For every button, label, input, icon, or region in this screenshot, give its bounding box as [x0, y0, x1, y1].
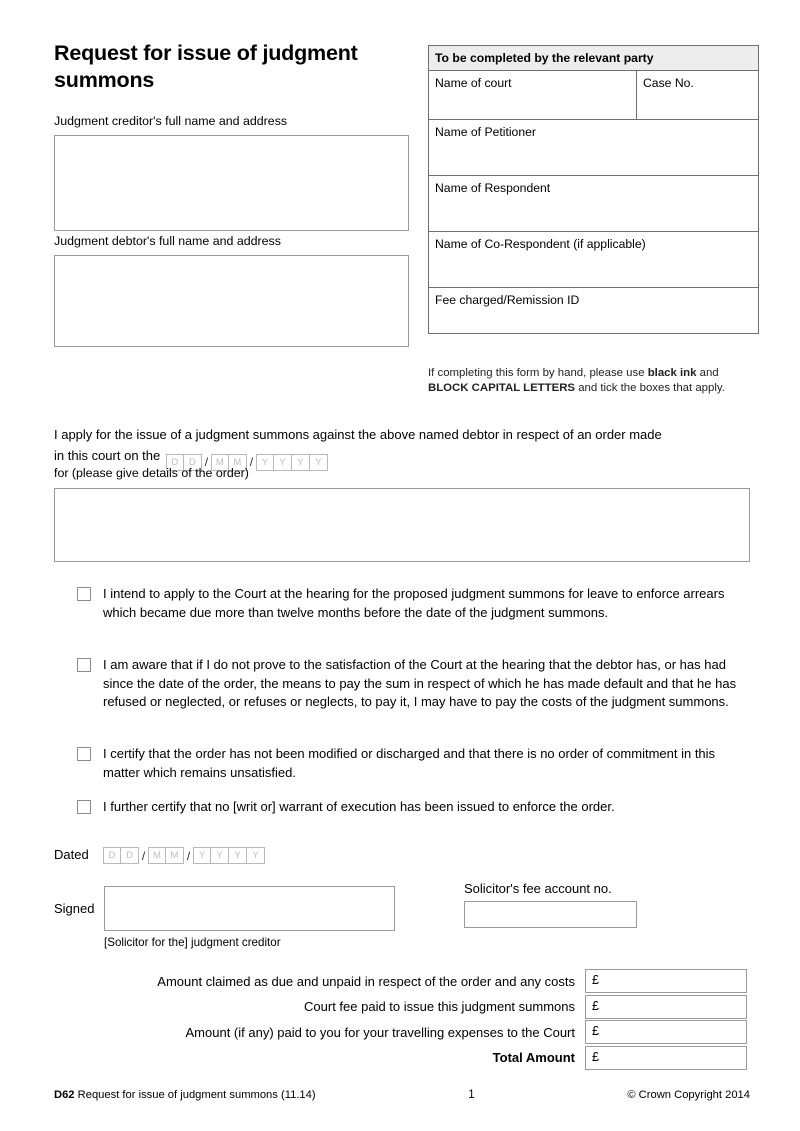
checkbox-3[interactable]: [77, 800, 91, 814]
amount-row-1-label: Court fee paid to issue this judgment summons: [304, 999, 575, 1015]
amount-row: [54, 969, 750, 994]
footer-form-code-group: [54, 1089, 316, 1101]
page-footer: [54, 1089, 750, 1101]
solicitor-fee-account-label: Solicitor's fee account no.: [464, 881, 612, 896]
amount-row-1-input[interactable]: £: [585, 995, 747, 1019]
judgment-creditor-label: Judgment creditor's full name and address: [54, 114, 288, 128]
dated-year-3[interactable]: Y: [229, 847, 247, 864]
court-case-row: [429, 71, 758, 120]
dated-year-1[interactable]: Y: [193, 847, 211, 864]
signed-note: [Solicitor for the] judgment creditor: [104, 936, 281, 949]
handwriting-instruction-note: [428, 366, 748, 395]
checklist-item-1-label: I am aware that if I do not prove to the satisfaction of the Court at the hearing that the debtor has, or has had since the date of the order, the means to pay the sum in respect of which he has made default and that he has refused or neglected, or refuses or neglects, to pay it, I may have to pay the costs of the judgment summons.: [103, 657, 737, 709]
case-no-field[interactable]: Case No.: [643, 76, 694, 90]
judgment-debtor-input[interactable]: [54, 255, 409, 347]
checkbox-2[interactable]: [77, 747, 91, 761]
footer-form-description: Request for issue of judgment summons (11.14): [74, 1089, 316, 1101]
amount-row: [54, 1046, 750, 1071]
dated-sep-1: /: [141, 848, 146, 863]
order-date-year-3[interactable]: Y: [292, 454, 310, 471]
amount-row: [54, 1020, 750, 1045]
application-line1: I apply for the issue of a judgment summons against the above named debtor in respect of an order made: [54, 427, 662, 442]
dated-day-1[interactable]: D: [103, 847, 121, 864]
checklist-item-3-label: I further certify that no [writ or] warrant of execution has been issued to enforce the order.: [103, 799, 615, 814]
order-details-input[interactable]: [54, 488, 750, 562]
order-date-day-2[interactable]: D: [184, 454, 202, 471]
hand-note-part3: and tick the boxes that apply.: [575, 381, 725, 394]
order-date-day-1[interactable]: D: [166, 454, 184, 471]
checklist-item-2[interactable]: [77, 745, 717, 782]
judgment-creditor-input[interactable]: [54, 135, 409, 231]
dated-sep-2: /: [186, 848, 191, 863]
amount-row-0-input[interactable]: £: [585, 969, 747, 993]
court-table-header-row: [429, 46, 758, 71]
fee-charged-row: [429, 288, 758, 333]
hand-note-bold1: black ink: [647, 367, 697, 379]
solicitor-fee-account-input[interactable]: [464, 901, 637, 928]
court-details-table: [428, 45, 759, 334]
dated-month-1[interactable]: M: [148, 847, 166, 864]
footer-form-code: D62: [54, 1089, 75, 1101]
court-table-header: To be completed by the relevant party: [429, 46, 758, 70]
checkbox-1[interactable]: [77, 658, 91, 672]
dated-day-2[interactable]: D: [121, 847, 139, 864]
amounts-table: [54, 969, 750, 1071]
fee-charged-field[interactable]: Fee charged/Remission ID: [435, 293, 580, 307]
hand-note-part1: If completing this form by hand, please use: [428, 367, 648, 379]
page-title: Request for issue of judgment summons: [54, 41, 358, 92]
amount-row: [54, 995, 750, 1020]
amount-row-0-label: Amount claimed as due and unpaid in respect of the order and any costs: [157, 973, 575, 989]
dated-year-4[interactable]: Y: [247, 847, 265, 864]
judgment-debtor-label: Judgment debtor's full name and address: [54, 234, 281, 248]
dated-year-2[interactable]: Y: [211, 847, 229, 864]
order-date-year-2[interactable]: Y: [274, 454, 292, 471]
signature-input[interactable]: [104, 886, 395, 931]
order-details-label: for (please give details of the order): [54, 466, 249, 480]
petitioner-row: [429, 120, 758, 176]
footer-copyright: © Crown Copyright 2014: [627, 1089, 750, 1101]
hand-note-bold2: BLOCK CAPITAL LETTERS: [428, 381, 576, 394]
checklist-item-0[interactable]: [77, 585, 737, 622]
checkbox-0[interactable]: [77, 587, 91, 601]
name-of-co-respondent-field[interactable]: Name of Co-Respondent (if applicable): [435, 237, 646, 251]
respondent-row: [429, 176, 758, 232]
checklist-item-2-label: I certify that the order has not been modified or discharged and that there is no order of commitment in this matter which remains unsatisfied.: [103, 746, 716, 780]
name-of-petitioner-field[interactable]: Name of Petitioner: [435, 125, 536, 139]
checklist-item-0-label: I intend to apply to the Court at the hearing for the proposed judgment summons for leave to enforce arrears which became due more than twelve months before the date of the judgment summons.: [103, 586, 725, 620]
checklist-item-1[interactable]: [77, 656, 745, 712]
order-date-year-4[interactable]: Y: [310, 454, 328, 471]
order-date-sep-2: /: [249, 455, 254, 469]
application-line2: in this court on the: [54, 448, 161, 463]
dated-month-2[interactable]: M: [166, 847, 184, 864]
name-of-respondent-field[interactable]: Name of Respondent: [435, 181, 551, 195]
amount-row-2-input[interactable]: £: [585, 1020, 747, 1044]
order-date-month-2[interactable]: M: [229, 454, 247, 471]
order-date-year-1[interactable]: Y: [256, 454, 274, 471]
amount-row-3-label: Total Amount: [492, 1050, 575, 1066]
footer-page-number: 1: [468, 1089, 475, 1101]
order-date-sep-1: /: [204, 455, 209, 469]
co-respondent-row: [429, 232, 758, 288]
dated-input-group[interactable]: [103, 845, 265, 864]
hand-note-part2: and: [696, 367, 719, 379]
dated-label: Dated: [54, 847, 89, 862]
name-of-court-field[interactable]: Name of court: [429, 71, 637, 119]
order-date-month-1[interactable]: M: [211, 454, 229, 471]
signed-label: Signed: [54, 901, 95, 916]
checklist-item-3[interactable]: [77, 798, 717, 817]
amount-row-3-input[interactable]: £: [585, 1046, 747, 1070]
amount-row-2-label: Amount (if any) paid to you for your travelling expenses to the Court: [185, 1024, 575, 1040]
